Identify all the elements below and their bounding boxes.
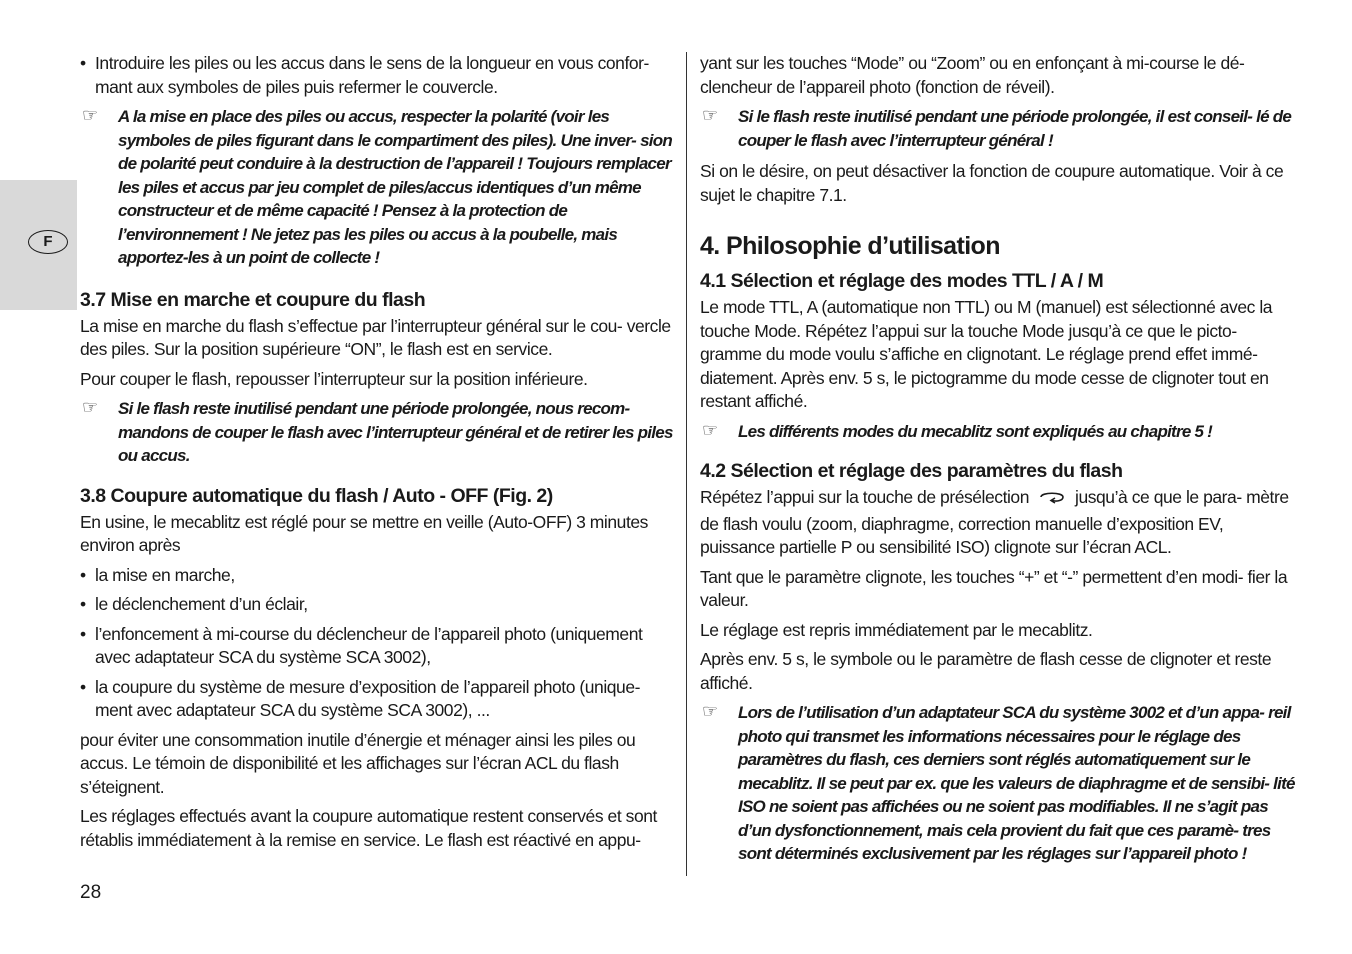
section-4-1-heading: 4.1 Sélection et réglage des modes TTL / A / M bbox=[700, 270, 1104, 292]
list-item: • la mise en marche, bbox=[80, 564, 676, 588]
auto-off-note bbox=[700, 105, 1298, 152]
section-4-2-paragraph-1 bbox=[700, 486, 1298, 560]
section-3-8-paragraph-3: Les réglages effectués avant la coupure automatique restent conservés et sont rétablis immédiatement à la remise en service. Le flash est réactivé en appu- bbox=[80, 806, 657, 850]
section-4-2-note bbox=[700, 701, 1298, 866]
section-4-1-paragraph: Le mode TTL, A (automatique non TTL) ou M (manuel) est sélectionné avec la touche Mode. Répétez l’appui sur la touche Mode jusqu’à ce que le picto- gramme du mode voulu s’affiche en clignotant. Le réglage prend effet immé- diatement. Après env. 5 s, le pictogramme du mode cesse de clignoter tout en restant affiché. bbox=[700, 297, 1273, 411]
section-3-7-heading: 3.7 Mise en marche et coupure du flash bbox=[80, 288, 426, 311]
pointing-hand-icon: ☞ bbox=[82, 105, 98, 125]
section-3-7-paragraph-2: Pour couper le flash, repousser l’interrupteur sur la position inférieure. bbox=[80, 368, 588, 389]
continuation-paragraph: yant sur les touches “Mode” ou “Zoom” ou en enfonçant à mi-course le dé- clencheur de l’appareil photo (fonction de réveil). bbox=[700, 53, 1245, 97]
pointing-hand-icon: ☞ bbox=[702, 105, 718, 125]
section-3-8-paragraph-2: pour éviter une consommation inutile d’énergie et ménager ainsi les piles ou accus. Le témoin de disponibilité et les affichages sur l’écran ACL du flash s’éteignent. bbox=[80, 729, 636, 797]
list-item: • l’enfoncement à mi-course du déclencheur de l’appareil photo (uniquement avec adaptateur SCA du système SCA 3002), bbox=[80, 623, 676, 670]
section-3-7-note bbox=[80, 397, 676, 468]
language-marker: F bbox=[28, 230, 68, 254]
polarity-note-text: A la mise en place des piles ou accus, respecter la polarité (voir les symboles de piles figurant dans le compartiment des piles). Une inver- sion de polarité peut conduire à la destruction de l’appareil ! Toujours remplacer les piles et accus par jeu complet de piles/accus identiques d’un même constructeur et de même capacité ! Pensez à la protection de l’environnement ! Ne jetez pas les piles ou accus à la poubelle, mais apportez-les à un point de collecte ! bbox=[118, 107, 673, 267]
paragraph-text-end: jusqu’à ce que le para- mètre de flash voulu (zoom, diaphragme, correction manuelle d’exposition EV, puissance partielle P ou sensibilité ISO) clignote sur l’écran ACL. bbox=[700, 487, 1289, 557]
left-column bbox=[80, 52, 676, 858]
column-divider bbox=[686, 52, 687, 876]
intro-bullet: • Introduire les piles ou les accus dans le sens de la longueur en vous confor- mant aux symboles de piles puis refermer le couvercle. bbox=[80, 52, 676, 99]
section-4-2-paragraph-3: Le réglage est repris immédiatement par le mecablitz. bbox=[700, 619, 1093, 640]
right-column bbox=[700, 52, 1298, 874]
pointing-hand-icon: ☞ bbox=[702, 701, 718, 721]
pointing-hand-icon: ☞ bbox=[702, 419, 718, 440]
pointing-hand-icon: ☞ bbox=[82, 397, 98, 417]
section-4-2-paragraph-2: Tant que le paramètre clignote, les touches “+” et “-” permettent d’en modi- fier la valeur. bbox=[700, 566, 1288, 610]
section-4-2-heading: 4.2 Sélection et réglage des paramètres du flash bbox=[700, 460, 1123, 482]
section-3-7-paragraph-1: La mise en marche du flash s’effectue par l’interrupteur général sur le cou- vercle des piles. Sur la position supérieure “ON”, le flash est en service. bbox=[80, 315, 671, 359]
polarity-note bbox=[80, 105, 676, 270]
section-4-1-note bbox=[700, 420, 1298, 444]
section-4-2-note-text: Lors de l’utilisation d’un adaptateur SCA du système 3002 et d’un appa- reil photo qui transmet les informations nécessaires pour le réglage des paramètres du flash, ces derniers sont réglés automatiquement sur le mecablitz. Il se peut par ex. que les valeurs de diaphragme et de sensibi- lité ISO ne soient pas affichées ou ne soient pas modifiables. Il ne s’agit pas d’un dysfonctionnement, mais cela provient du fait que ces paramè- tres sont déterminés exclusivement par les réglages sur l’appareil photo ! bbox=[738, 703, 1295, 863]
list-item: • la coupure du système de mesure d’exposition de l’appareil photo (unique- ment avec adaptateur SCA du système SCA 3002), ... bbox=[80, 676, 676, 723]
preselection-button-icon bbox=[1037, 489, 1067, 513]
section-4-1-note-text: Les différents modes du mecablitz sont expliqués au chapitre 5 ! bbox=[738, 421, 1213, 441]
section-3-7-note-text: Si le flash reste inutilisé pendant une période prolongée, nous recom- mandons de couper le flash avec l’interrupteur général et de retirer les piles ou accus. bbox=[118, 399, 673, 465]
section-4-2-paragraph-4: Après env. 5 s, le symbole ou le paramètre de flash cesse de clignoter et reste affiché. bbox=[700, 649, 1272, 693]
section-3-8-paragraph-1: En usine, le mecablitz est réglé pour se mettre en veille (Auto-OFF) 3 minutes environ après bbox=[80, 511, 648, 555]
list-item: • le déclenchement d’un éclair, bbox=[80, 593, 676, 617]
section-3-8-heading: 3.8 Coupure automatique du flash / Auto - OFF (Fig. 2) bbox=[80, 484, 553, 507]
auto-off-paragraph: Si on le désire, on peut désactiver la fonction de coupure automatique. Voir à ce sujet le chapitre 7.1. bbox=[700, 161, 1284, 205]
auto-off-note-text: Si le flash reste inutilisé pendant une période prolongée, il est conseil- lé de couper le flash avec l’interrupteur général ! bbox=[738, 107, 1292, 150]
paragraph-text-start: Répétez l’appui sur la touche de présélection bbox=[700, 487, 1029, 507]
chapter-4-heading: 4. Philosophie d’utilisation bbox=[700, 232, 1000, 260]
page-number: 28 bbox=[80, 882, 102, 903]
